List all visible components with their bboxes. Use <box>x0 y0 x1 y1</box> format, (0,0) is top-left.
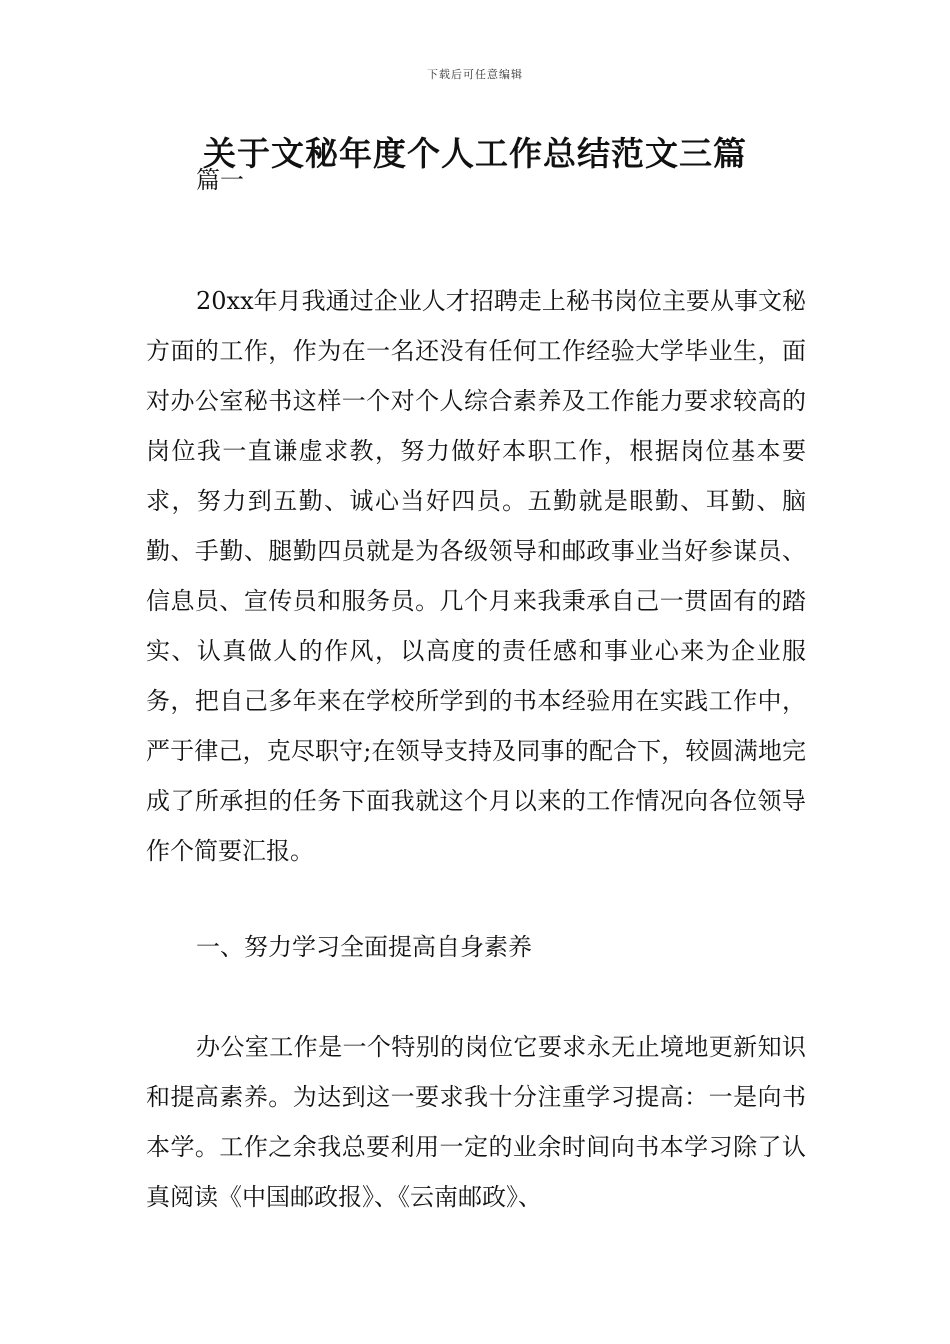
header-note: 下载后可任意编辑 <box>427 68 523 81</box>
section-label: 篇一 <box>196 166 244 194</box>
body-paragraph-1: 20xx年月我通过企业人才招聘走上秘书岗位主要从事文秘方面的工作，作为在一名还没有任何工作经验大学毕业生，面对办公室秘书这样一个对个人综合素养及工作能力要求较高的岗位我一直谦虚求教，努力做好本职工作，根据岗位基本要求，努力到五勤、诚心当好四员。五勤就是眼勤、耳勤、脑勤、手勤、腿勤四员就是为各级领导和邮政事业当好参谋员、信息员、宣传员和服务员。几个月来我秉承自己一贯固有的踏实、认真做人的作风，以高度的责任感和事业心来为企业服务，把自己多年来在学校所学到的书本经验用在实践工作中，严于律己，克尽职守;在领导支持及同事的配合下，较圆满地完成了所承担的任务下面我就这个月以来的工作情况向各位领导作个简要汇报。 <box>146 287 806 865</box>
body-paragraph-2: 办公室工作是一个特别的岗位它要求永无止境地更新知识和提高素养。为达到这一要求我十分注重学习提高：一是向书本学。工作之余我总要利用一定的业余时间向书本学习除了认真阅读《中国邮政报》、《云南邮政》、 <box>146 1033 806 1211</box>
document-title: 关于文秘年度个人工作总结范文三篇 <box>203 134 747 173</box>
section-heading-1: 一、努力学习全面提高自身素养 <box>196 933 532 961</box>
